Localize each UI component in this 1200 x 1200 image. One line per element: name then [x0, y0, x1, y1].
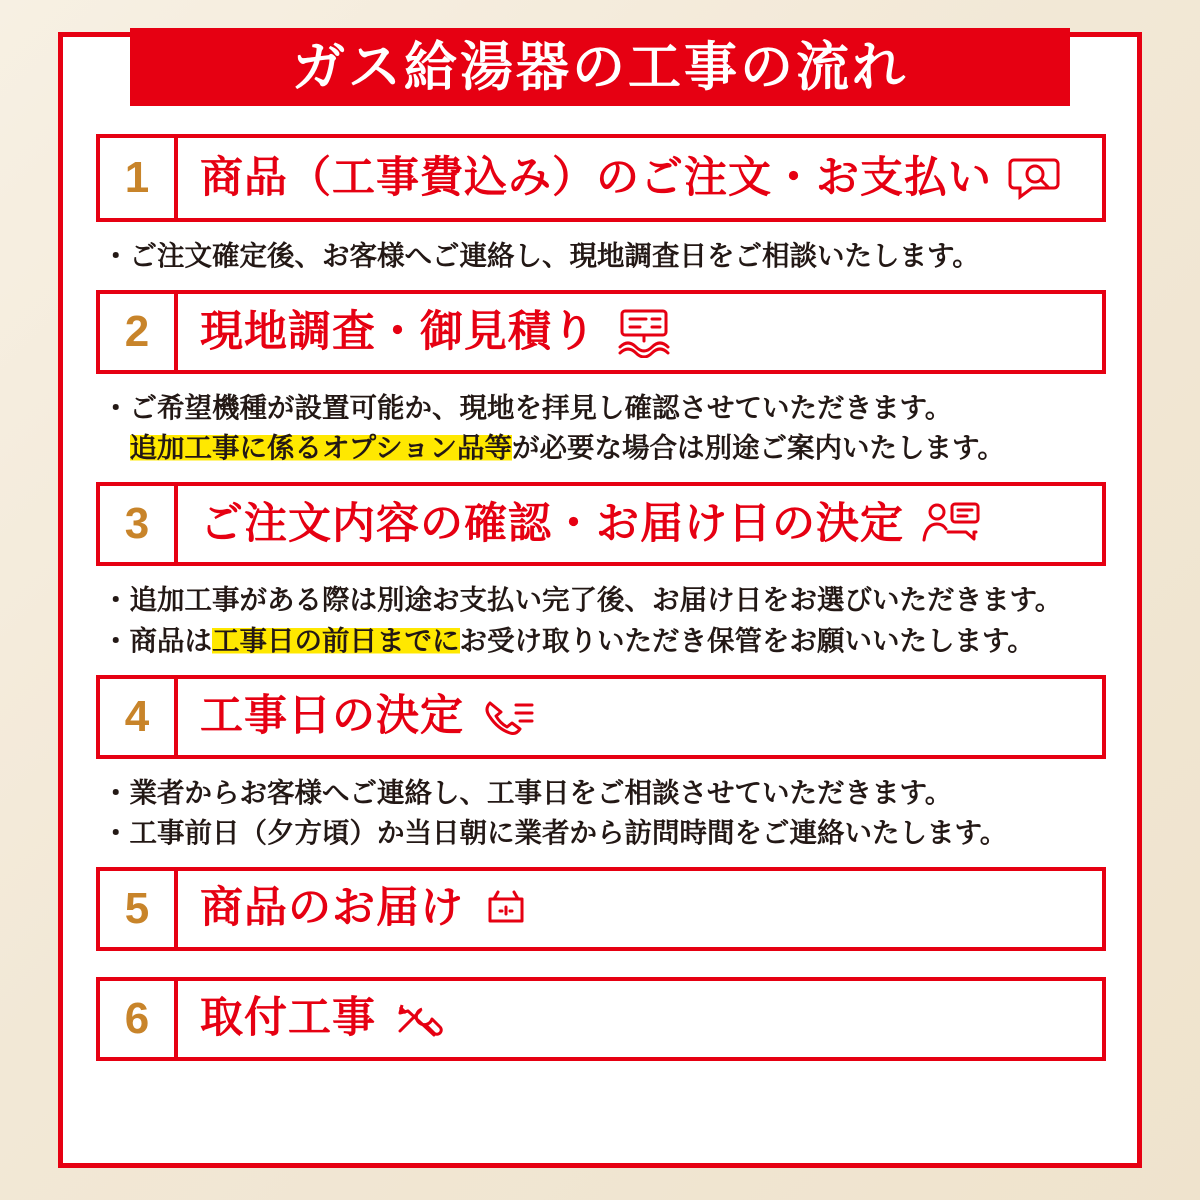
- note-line: ・商品は工事日の前日までにお受け取りいただき保管をお願いいたします。: [102, 624, 1035, 656]
- step-body-5: [178, 871, 1102, 947]
- step-body-2: [178, 294, 1102, 370]
- step-title-5: 商品のお届け: [200, 884, 464, 933]
- step-row-3: [96, 482, 1106, 566]
- note-line: ・ご注文確定後、お客様へご連絡し、現地調査日をご相談いたします。: [102, 240, 980, 271]
- note-line: 追加工事に係るオプション品等が必要な場合は別途ご案内いたします。: [129, 432, 1005, 464]
- step-number-3: 3: [100, 486, 178, 562]
- step-notes-4: [96, 759, 1106, 867]
- step-body-6: [178, 981, 1102, 1057]
- step-number-2: 2: [100, 294, 178, 370]
- operator-chat-icon: [920, 498, 982, 550]
- step-row-4: [96, 675, 1106, 759]
- step-title-2: 現地調査・御見積り: [200, 307, 596, 356]
- note-line: ・業者からお客様へご連絡し、工事日をご相談させていただきます。: [102, 776, 953, 808]
- step-title-3: ご注文内容の確認・お届け日の決定: [200, 499, 904, 548]
- step-number-6: 6: [100, 981, 178, 1057]
- step-title-6: 取付工事: [200, 994, 376, 1043]
- delivery-box-icon: [480, 885, 532, 933]
- step-body-1: [178, 138, 1102, 218]
- step-body-4: [178, 679, 1102, 755]
- step-notes-3: [96, 566, 1106, 674]
- note-line: ・工事前日（夕方頃）か当日朝に業者から訪問時間をご連絡いたします。: [102, 816, 1008, 848]
- step-row-6: [96, 977, 1106, 1061]
- chat-search-icon: [1008, 154, 1066, 202]
- step-row-1: [96, 134, 1106, 222]
- step-row-2: [96, 290, 1106, 374]
- step-body-3: [178, 486, 1102, 562]
- steps-list: [96, 134, 1106, 1061]
- step-notes-2: [96, 374, 1106, 482]
- step-title-4: 工事日の決定: [200, 692, 464, 741]
- note-line: ・追加工事がある際は別途お支払い完了後、お届け日をお選びいただきます。: [102, 584, 1063, 616]
- step-number-5: 5: [100, 871, 178, 947]
- title-ribbon: [130, 28, 1070, 106]
- step-title-1: 商品（工事費込み）のご注文・お支払い: [200, 153, 992, 202]
- estimate-document-icon: [612, 306, 676, 358]
- page-title: ガス給湯器の工事の流れ: [292, 37, 908, 97]
- step-notes-1: [96, 222, 1106, 290]
- step-number-4: 4: [100, 679, 178, 755]
- tools-icon: [392, 995, 450, 1043]
- step-row-5: [96, 867, 1106, 951]
- step-number-1: 1: [100, 138, 178, 218]
- note-line: ・ご希望機種が設置可能か、現地を拝見し確認させていただきます。: [102, 392, 953, 424]
- phone-call-icon: [480, 693, 540, 741]
